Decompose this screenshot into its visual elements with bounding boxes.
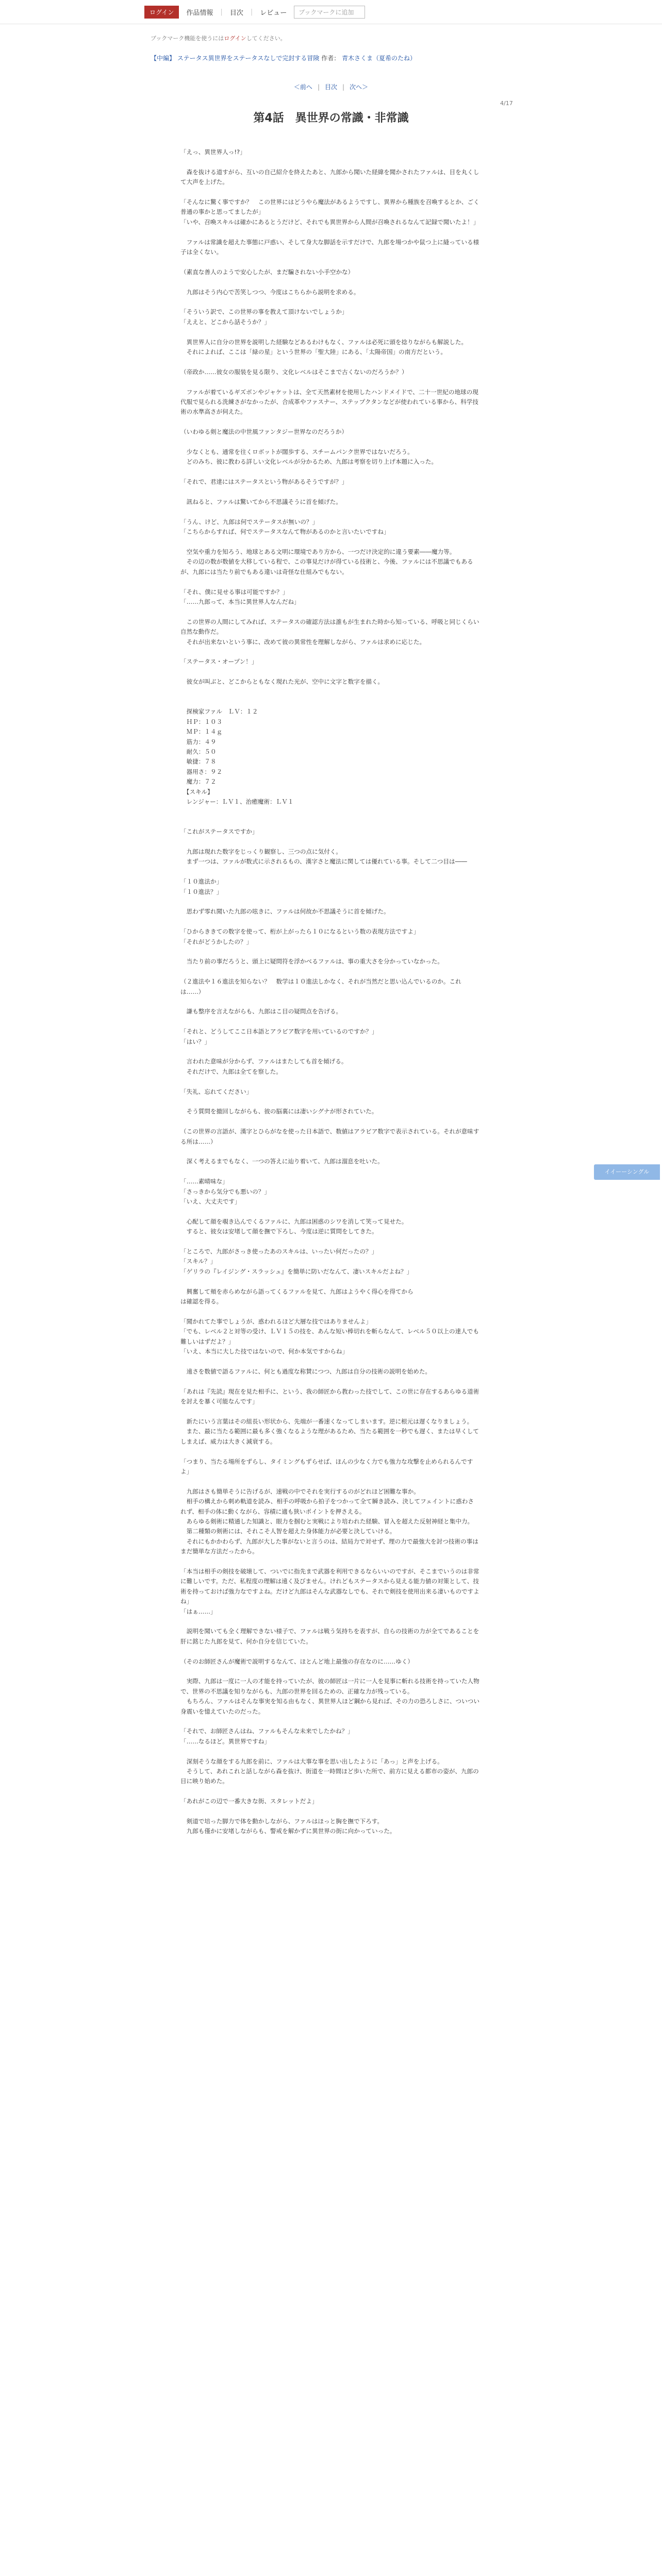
pager-separator: | — [317, 83, 320, 91]
body-paragraph: 異世界人に自分の世界を説明した経験などあるわけもなく、ファルは必死に頭を捻りながらも解説した。 — [180, 338, 468, 346]
bookmark-input[interactable]: ブックマークに追加 — [294, 6, 365, 19]
body-paragraph: 魔力：７２ — [180, 778, 217, 786]
body-paragraph: 訊ねると、ファルは驚いてから不思議そうに首を傾げた。 — [180, 498, 342, 506]
body-paragraph — [180, 1357, 479, 1367]
body-paragraph — [180, 377, 479, 387]
body-paragraph: 「あれは『先読』現在を見た相手に、という、我の師匠から教わった技でして、この世に存在するあらゆる道術を討えを暴く可能なんです」 — [180, 1387, 479, 1405]
body-paragraph: それにもかかわらず、九郎が大した事がないと言うのは、結局力で対せず、理の力で最強大を討つ技術の事はまだ簡単な方法だったから。 — [180, 1537, 478, 1555]
body-paragraph: 九郎は現れた数字をじっくり観察し、三つの点に気付く。 — [180, 848, 342, 856]
body-paragraph — [180, 467, 479, 477]
body-paragraph: 「そういう訳で、この世界の事を教えて頂けないでしょうか」 — [180, 308, 348, 316]
body-paragraph — [180, 257, 479, 267]
body-paragraph — [180, 1307, 479, 1317]
body-paragraph — [180, 687, 479, 697]
body-paragraph: は確認を得る。 — [180, 1298, 223, 1306]
body-paragraph: 「それで、お師匠さんはね、ファルもそんな未来でしたかね？」 — [180, 1727, 354, 1735]
body-paragraph: 「でも、レベル２と対等の受け、ＬＶ１５の技を、あんな短い棒切れを斬らなんて、レベル５０以上の達人でも難しいはずだよ？」 — [180, 1328, 479, 1345]
body-paragraph — [180, 837, 479, 847]
body-paragraph — [180, 1097, 479, 1107]
body-paragraph: あらゆる剣術に精通した知識と、眼力を掴むと実戦により培われた経験、冒入を超えた反射神経と集中力。 — [180, 1517, 474, 1525]
body-paragraph: 「これがステータスですか」 — [180, 828, 258, 836]
body-paragraph: 新たにいう言葉はその組長い形状から、先端が一番速くなってしまいます。逆に根元は遅くなりましょう。 — [180, 1417, 473, 1425]
author-link[interactable]: 青木さくま（夏希のたね） — [342, 55, 417, 62]
body-paragraph: 興奮して頬を赤らめながら語ってくるファルを見て、九郎はようやく得心を得てから — [180, 1287, 413, 1295]
body-paragraph — [180, 1477, 479, 1486]
body-paragraph: ファルは常識を超えた事態に戸惑い、そして身大な脚話を示すだけで、九郎を場つかや鼠つ上に縫っている様子は全くない。 — [180, 238, 479, 256]
body-paragraph: それだけで、九郎は全てを察した。 — [180, 1067, 282, 1075]
author-label: 作者： — [321, 55, 340, 62]
body-paragraph: 森を抜ける道すがら、互いの自己紹介を終えたあと、九郎から聞いた経緯を聞かされたファルは、目を丸くして大声を上げた。 — [180, 168, 479, 186]
body-paragraph — [180, 1557, 479, 1567]
nav-item-toc[interactable]: 目次 — [229, 9, 243, 17]
body-paragraph: 思わず零れ聞いた九郎の呟きに、ファルは何故か不思議そうに首を傾げた。 — [180, 908, 390, 916]
body-paragraph: ＨＰ：１０３ — [180, 718, 223, 725]
body-paragraph: 「１０進法か」 — [180, 878, 223, 886]
body-paragraph: 謙も整序を言えながらも、九郎はこ目の疑問点を告げる。 — [180, 1008, 342, 1015]
body-paragraph: 少なくとも、通常を往くロボットが闊歩する、スチームパンク世界ではないだろう。 — [180, 448, 413, 456]
body-paragraph — [180, 817, 479, 827]
body-paragraph: 「……九郎って、本当に異世界人なんだね」 — [180, 598, 300, 606]
body-paragraph: 「失礼、忘れてください」 — [180, 1088, 253, 1095]
body-paragraph: 「あれがこの辺で一番大きな街、スタレットだよ」 — [180, 1798, 318, 1805]
body-paragraph: 「こちらからすれば、何でステータスなんて物があるのかと言いたいですね」 — [180, 528, 390, 536]
body-paragraph — [180, 417, 479, 427]
body-paragraph — [180, 297, 479, 307]
body-paragraph: 「ステータス・オープン！」 — [180, 658, 258, 666]
body-paragraph: 第二種類の剣術には、それこそ人智を超えた身体能力が必要と決していける。 — [180, 1528, 396, 1535]
body-paragraph — [180, 897, 479, 907]
body-paragraph: 「１０進法？」 — [180, 888, 223, 895]
body-paragraph: 「それで、君達にはステータスという物があるそうですが？」 — [180, 478, 348, 486]
body-paragraph — [180, 1377, 479, 1386]
body-paragraph: この世界の人間にしてみれば、ステータスの確認方法は誰もが生まれた時から知っている、呼吸と同じくらい自然な動作だ。 — [180, 618, 479, 636]
login-notice — [151, 34, 286, 42]
body-paragraph: 空気や重力を知ろう、地球とある文明に環境であり方から、一つだけ決定的に違う要素――魔力等。 — [180, 548, 456, 556]
body-paragraph: それによれば、ここは「緑の星」という世界の「聖大陸」にある、「太陽帝国」の南方だという。 — [180, 348, 446, 356]
body-paragraph: 「はぁ……」 — [180, 1607, 217, 1615]
body-paragraph: 当たり前の事だろうと、頭上に疑問符を浮かべるファルは、事の重大さを分かっていなかった。 — [180, 958, 443, 965]
body-paragraph — [180, 1667, 479, 1676]
body-paragraph: （いわゆる剣と魔法の中世風ファンタジー世界なのだろうか） — [180, 428, 347, 436]
body-paragraph: 「それ、僕に見せる事は可能ですか？」 — [180, 588, 289, 596]
next-link[interactable]: 次へ＞ — [350, 83, 369, 91]
body-paragraph — [180, 1787, 479, 1797]
body-paragraph: 「ゲリラの『レイジング・スラッシュ』を簡単に防いだなんて、凄いスキルだよね？」 — [180, 1267, 413, 1275]
body-paragraph — [180, 607, 479, 617]
body-paragraph: （素直な善人のようで安心したが、まだ騙されない小手空かな） — [180, 268, 354, 276]
body-paragraph — [180, 1747, 479, 1756]
body-paragraph: また、最に当たる範囲に最も多く強くなるような理があるため、当たる範囲を一秒でも遅く、または早くしてしまえば、威力は大きく減衰する。 — [180, 1428, 479, 1445]
body-paragraph: （この世界の言語が、漢字とひらがなを使った日本語で、数値はアラビア数字で表示されている。それが意味する所は……） — [180, 1128, 479, 1145]
body-paragraph: 耐久：５０ — [180, 748, 217, 756]
body-paragraph: 剣道で培った脚力で体を動かしながら、ファルはほっと胸を撫で下ろす。 — [180, 1818, 384, 1825]
body-paragraph: 「……素晴味な」 — [180, 1178, 228, 1185]
body-paragraph: 「つまり、当たる場所をずらし、タイミングもずらせば、ほんの少なく力でも強力な攻撃を止められるんですよ」 — [180, 1458, 473, 1475]
body-paragraph — [180, 188, 479, 197]
nav-item-info[interactable]: 作品情報 — [186, 9, 213, 17]
body-paragraph: 「はい？」 — [180, 1038, 210, 1045]
nav-separator: | — [250, 8, 253, 16]
notice-login-link[interactable]: ログイン — [224, 35, 246, 42]
body-paragraph: 「それがどうかしたの？」 — [180, 938, 253, 945]
body-paragraph: 「いえ、大丈夫です」 — [180, 1198, 241, 1206]
prev-link[interactable]: ＜前へ — [293, 83, 312, 91]
body-paragraph: （そのお師匠さんが魔術で説明するなんて、ほとんど地上最強の存在なのに……ゆく） — [180, 1657, 413, 1665]
body-paragraph: 九郎はそう内心で苦笑しつつ、今度はこちらから説明を求める。 — [180, 288, 360, 296]
body-paragraph — [180, 1447, 479, 1456]
body-paragraph — [180, 1117, 479, 1127]
body-paragraph: 敏捷：７８ — [180, 758, 217, 766]
body-paragraph: 「ひからききての数字を使って、桁が上がったら１０になるという数の表現方法ですよ」 — [180, 928, 420, 936]
body-paragraph: 「スキル？」 — [180, 1258, 217, 1265]
body-paragraph: ＭＰ：１４ｇ — [180, 728, 223, 736]
body-paragraph — [180, 507, 479, 517]
body-paragraph: 器用さ：９２ — [180, 768, 223, 775]
body-paragraph — [180, 1237, 479, 1247]
body-paragraph — [180, 277, 479, 287]
body-paragraph — [180, 1717, 479, 1726]
body-paragraph: 心配して顔を覗き込んでくるファルに、九郎は困惑のシワを消して笑って見せた。 — [180, 1217, 408, 1225]
body-paragraph — [180, 1647, 479, 1656]
body-paragraph — [180, 437, 479, 447]
body-paragraph: （帝政か……彼女の服装を見る限り、文化レベルはそこまで古くないのだろうか？） — [180, 368, 408, 376]
body-paragraph: 遠さを数値で語るファルに、何とも過度な称賛につつ、九郎は自分の技術の説明を始めた。 — [180, 1367, 432, 1375]
body-paragraph: そう質問を撤回しながらも、彼の脳裏には凄いシグナが形されていた。 — [180, 1108, 378, 1115]
chapter-title: 第4話 異世界の常識・非常識 — [253, 112, 409, 125]
top-bar — [0, 0, 662, 24]
body-paragraph: 「いや、召喚スキルは確かにあるとうだけど、それでも異世界から人間が召喚されるなんて記録で聞いたよ！」 — [180, 218, 479, 226]
body-paragraph — [180, 947, 479, 957]
toc-link[interactable]: 目次 — [324, 83, 337, 91]
body-paragraph — [180, 917, 479, 927]
body-paragraph: 九郎も僅かに安堵しながらも、警戒を解かずに異世界の街に向かっていった。 — [180, 1827, 396, 1835]
body-paragraph: （２進法や１６進法を知らない？ 数学は１０進法しかなく、それが当然だと思い込んでいるのか。これは……） — [180, 978, 461, 995]
body-paragraph: 「本当は相手の剣技を破壊して、ついでに指先まで武器を利用できるならいいのですが、そこまでいうのは非常に難しいです。ただ、私程度の理解は遠く及びません。けれどもステータスから見える能力値の対策として、技術を持っておけば強力なですよね。だけど九郎はそんな武器なしでも、それで剣技を使用出来る凄いものですよね」 — [180, 1567, 479, 1605]
notice-text-after: してください。 — [246, 35, 286, 42]
body-paragraph: どのみち、彼に教わる詳しい文化レベルが分かるため、九郎は考察を切り上げ本題に入った。 — [180, 458, 438, 466]
body-paragraph: それが出来ないという事に、改めて彼の異常性を理解しながら、ファルは求めに応じた。 — [180, 638, 426, 646]
body-paragraph — [180, 997, 479, 1007]
body-paragraph — [180, 1167, 479, 1177]
body-paragraph — [180, 1207, 479, 1216]
body-paragraph: もちろん、ファルはそんな事実を知る由もなく、異世界人ほど鋼から見れば、その力の恐ろしさに、ついつい身震いを憶えていたのだった。 — [180, 1698, 479, 1715]
body-paragraph — [180, 1407, 479, 1417]
body-paragraph: 実際、九郎は一度に一人の才能を持っていたが、彼の師匠は一片に一人を見事に斬れる技術を持っていた人物で、世界の不思議を知りながらも、九郎の世界を回るための、正確な力が残っている。 — [180, 1677, 479, 1695]
notice-text: ブックマーク機能を使うには — [151, 35, 224, 42]
body-paragraph: 「うん、けど、九郎は何でステータスが無いの？」 — [180, 518, 319, 526]
body-paragraph — [180, 157, 479, 167]
nav-item-review[interactable]: レビュー — [260, 9, 287, 17]
body-paragraph: 【スキル】 — [180, 788, 213, 795]
body-paragraph: 言われた意味が分からず、ファルはまたしても首を傾げる。 — [180, 1058, 347, 1065]
nav-separator: | — [220, 8, 223, 16]
side-float-button[interactable]: イイーーシングル — [594, 1164, 660, 1180]
body-paragraph: 探検家ファル ＬＶ：１２ — [180, 708, 258, 716]
body-paragraph: 深く考えるまでもなく、一つの答えに辿り着いて、九郎は溜息を吐いた。 — [180, 1158, 384, 1165]
body-paragraph: 九郎はさも簡単そうに告げるが、速戦の中でそれを実行するのがどれほど困難な事か。 — [180, 1487, 420, 1495]
body-paragraph — [180, 327, 479, 337]
body-paragraph: その辺の数が数値を大移している程で、この事見だけが得ている技術と、今後、ファルには不思議でもあるが、九郎には当たり前でもある違いは奇怪な仕組みでもない。 — [180, 558, 473, 575]
novel-title-link[interactable]: ステータス異世界をステータスなしで完封する冒険 — [177, 55, 320, 62]
body-paragraph: 「さっきから気分でも悪いの？」 — [180, 1188, 270, 1195]
body-paragraph — [180, 697, 479, 707]
series-tag[interactable]: 【中編】 — [151, 55, 176, 62]
body-paragraph — [180, 1047, 479, 1057]
body-paragraph — [180, 577, 479, 587]
body-paragraph: そうして、あれこれと話しながら森を抜け、街道を一時間ほど歩いた所で、前方に見える都市の姿が、九郎の目に映り始めた。 — [180, 1768, 479, 1785]
body-paragraph: 「そんなに驚く事ですか？ この世界にはどうやら魔法があるようですし、異界から種族を召喚するとか、ごく普通の事かと思ってましたが」 — [180, 198, 479, 216]
body-paragraph: まず一つは、ファルが数式に示されるもの、漢字さと魔法に関しては優れている事。そして二つ目は―― — [180, 858, 467, 866]
body-paragraph — [180, 1277, 479, 1286]
body-paragraph: 「いえ、本当に大した技ではないので、何か本気ですからね」 — [180, 1348, 349, 1355]
body-paragraph: 「それと、どうしてここ日本語とアラビア数字を用いているのですか？」 — [180, 1028, 378, 1036]
login-button[interactable]: ログイン — [144, 6, 179, 19]
body-paragraph: 「えっ、異世界人っ!?」 — [180, 148, 246, 156]
top-bar-inner — [144, 5, 365, 19]
body-paragraph: 彼女が叫ぶと、どこからともなく現れた光が、空中に文字と数字を描く。 — [180, 678, 384, 686]
episode-count: 4/17 — [500, 100, 513, 107]
body-paragraph: 相手の構えから刺め軌道を読み、相手の呼吸から拍子をつかって全て瞬き読み、決してフェイントに惑わされず、相手の体に動くながら、容積に適も狭いポイントを押さえる。 — [180, 1498, 474, 1515]
body-paragraph: 「……なるほど。異世界ですね」 — [180, 1737, 270, 1745]
series-line — [151, 54, 416, 62]
body-paragraph: 「ええと、どこから話そうか？」 — [180, 318, 270, 326]
body-paragraph — [180, 867, 479, 877]
body-paragraph: 説明を聞いても全く理解できない様子で、ファルは戦う気持ちを表すが、自らの技術の力が全てであることを肝に銘じた九郎を見て、何か自分を信じていた。 — [180, 1628, 479, 1645]
body-paragraph — [180, 807, 479, 817]
body-paragraph — [180, 487, 479, 497]
body-paragraph — [180, 647, 479, 657]
body-paragraph — [180, 667, 479, 677]
body-paragraph — [180, 1147, 479, 1157]
body-paragraph: レンジャー：ＬＶ１、治癒魔術：ＬＶ１ — [180, 798, 294, 806]
body-paragraph: 「ところで、九郎がさっき使ったあのスキルは、いったい何だったの？」 — [180, 1248, 378, 1256]
body-paragraph: 筋力：４９ — [180, 738, 217, 745]
body-paragraph — [180, 1017, 479, 1027]
body-paragraph: すると、彼女は安堵して顔を撫で下ろし、今度は逆に質問をしてきた。 — [180, 1228, 378, 1235]
body-paragraph — [180, 1807, 479, 1817]
body-paragraph — [180, 1077, 479, 1087]
body-paragraph — [180, 227, 479, 237]
body-paragraph — [180, 967, 479, 977]
body-paragraph — [180, 357, 479, 367]
body-paragraph — [180, 537, 479, 547]
body-paragraph: 「聞かれてた事でしょうが、惑われるほど大層な技ではありませんよ」 — [180, 1317, 372, 1325]
novel-body — [180, 147, 479, 1837]
body-paragraph: ファルが着ているギズボンやジャケットは、全て天然素材を使用したハンドメイドで、二十一世紀の地球の現代服で見られる洗練さがなかったが、合成革やファスナー、ステップクタンなどが使われている事から、科学技術の水準高さが伺えた。 — [180, 388, 478, 416]
pager-top — [0, 82, 662, 91]
pager-separator: | — [342, 83, 345, 91]
body-paragraph — [180, 1617, 479, 1626]
body-paragraph: 深刻そうな顔をする九郎を前に、ファルは大事な事を思い出したように「あっ」と声を上げる。 — [180, 1757, 443, 1765]
